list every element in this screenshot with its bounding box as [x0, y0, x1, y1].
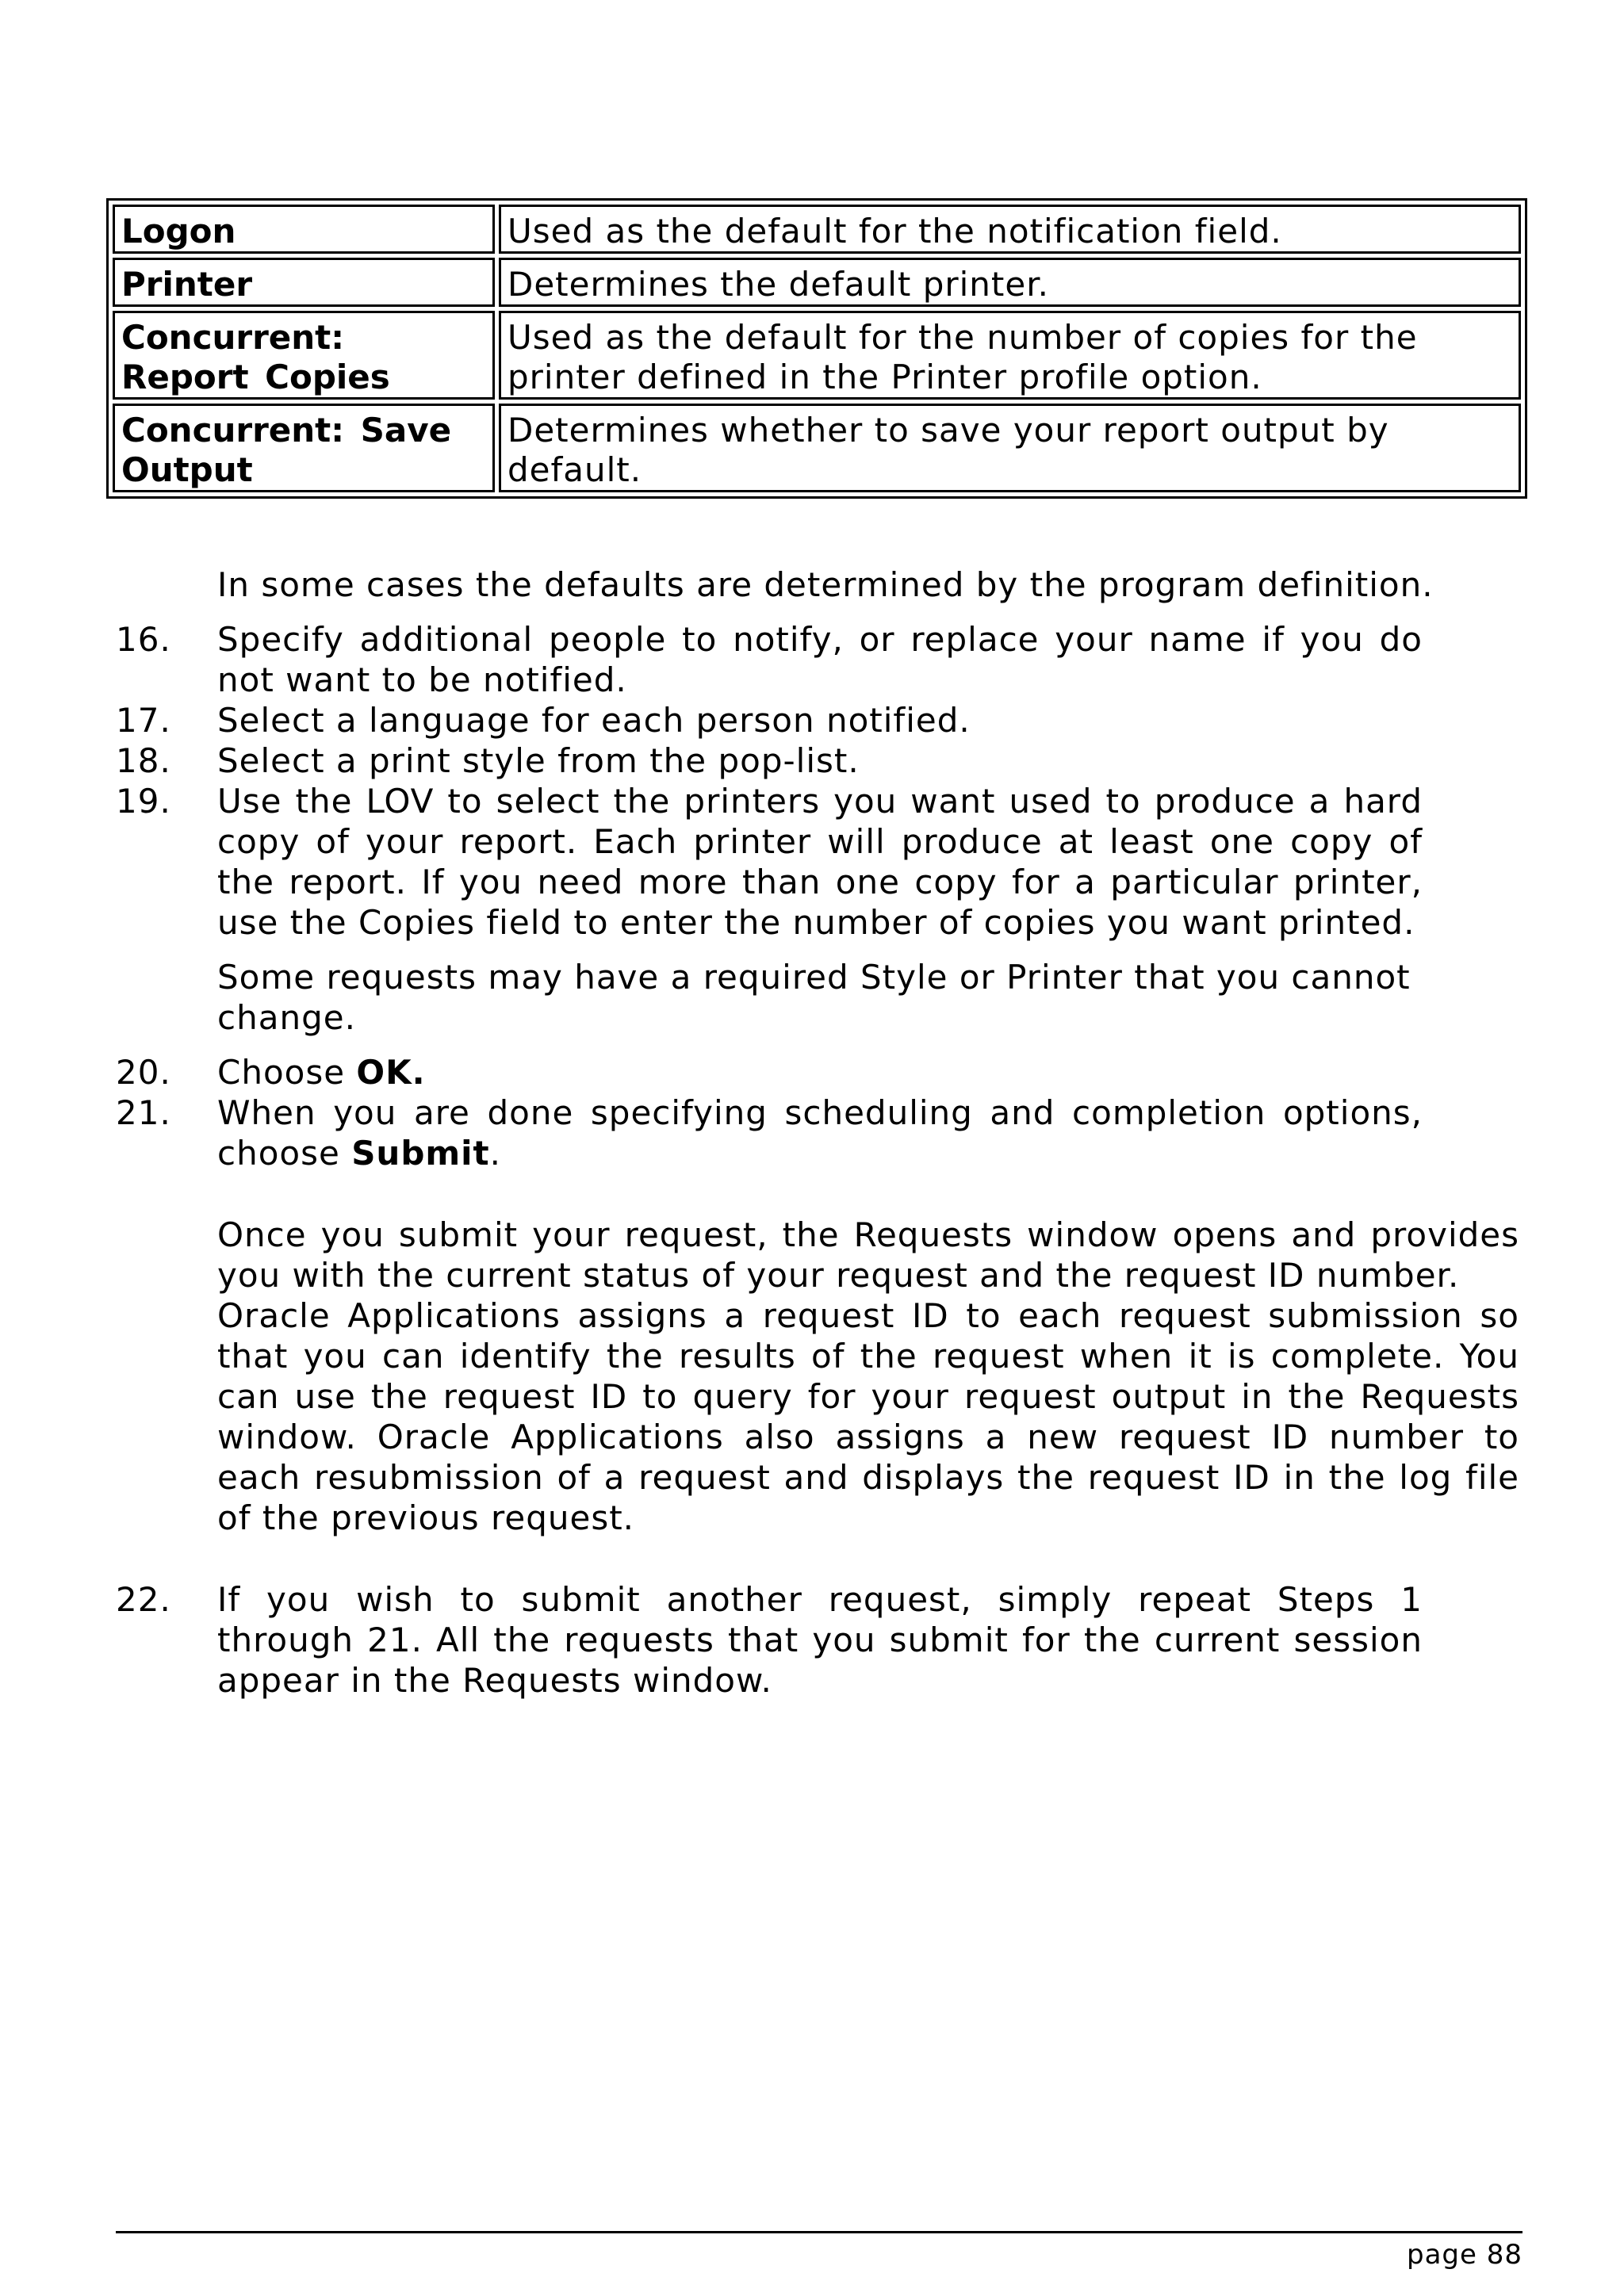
- step-number: 21.: [116, 1093, 171, 1132]
- option-description-cell: Determines the default printer.: [499, 258, 1521, 307]
- step-text: Select a language for each person notified.: [217, 701, 971, 740]
- option-description-cell: Determines whether to save your report output by default.: [499, 404, 1521, 492]
- footer-divider: [116, 2231, 1522, 2233]
- submit-label: Submit: [351, 1134, 490, 1173]
- option-name-cell: Concurrent: Report Copies: [113, 311, 495, 400]
- step-text-suffix: .: [489, 1134, 501, 1173]
- step-text: If you wish to submit another request, simply repeat Steps 1 through 21. All the requests that you submit for the current session appear in the Requests window.: [217, 1580, 1423, 1700]
- ok-label: OK.: [356, 1053, 426, 1092]
- option-name-cell: Printer: [113, 258, 495, 307]
- submit-paragraph-2: Oracle Applications assigns a request ID to each request submission so that you can identify the results of the request when it is complete. You can use the request ID to query for your request output in the Requests window. Oracle Applications also assigns a new request ID number to each resubmission of a request and displays the request ID in the log file of the previous request.: [217, 1296, 1519, 1537]
- table-row: [113, 258, 1521, 307]
- table-row: [113, 205, 1521, 254]
- step-text: Use the LOV to select the printers you want used to produce a hard copy of your report. Each printer will produce at least one copy of the report. If you need more than one copy for a particular printer, use the Copies field to enter the number of copies you want printed.: [217, 782, 1423, 942]
- step-number: 20.: [116, 1053, 171, 1092]
- option-name-cell: Logon: [113, 205, 495, 254]
- step-20: [116, 1052, 1519, 1093]
- step-text: Select a print style from the pop-list.: [217, 741, 860, 780]
- step-number: 16.: [116, 620, 171, 659]
- page-number: page 88: [1407, 2239, 1522, 2271]
- intro-note: In some cases the defaults are determined by the program definition.: [217, 565, 1434, 604]
- step-text: [217, 1093, 1423, 1173]
- option-description-cell: Used as the default for the number of copies for the printer defined in the Printer profile option.: [499, 311, 1521, 400]
- step-text: [217, 1052, 1423, 1093]
- profile-options-table: [106, 198, 1527, 499]
- step-number: 22.: [116, 1580, 171, 1619]
- step-text: Specify additional people to notify, or replace your name if you do not want to be notified.: [217, 620, 1423, 699]
- step-19-note: Some requests may have a required Style or Printer that you cannot change.: [217, 958, 1411, 1037]
- instructions-body: [116, 564, 1519, 1701]
- step-number: 19.: [116, 782, 171, 821]
- step-18: [116, 740, 1519, 781]
- step-text-prefix: Choose: [217, 1053, 357, 1092]
- option-description-cell: Used as the default for the notification field.: [499, 205, 1521, 254]
- step-16: [116, 619, 1519, 700]
- step-number: 17.: [116, 701, 171, 740]
- option-name-cell: Concurrent: Save Output: [113, 404, 495, 492]
- table-row: [113, 311, 1521, 400]
- step-19: [116, 781, 1519, 943]
- step-22: [116, 1579, 1519, 1701]
- table-row: [113, 404, 1521, 492]
- step-21: [116, 1093, 1519, 1173]
- step-number: 18.: [116, 741, 171, 780]
- submit-paragraph-1: Once you submit your request, the Requests window opens and provides you with the current status of your request and the request ID number.: [217, 1215, 1519, 1295]
- step-17: [116, 700, 1519, 740]
- step-text-prefix: When you are done specifying scheduling and completion options, choose: [217, 1093, 1423, 1173]
